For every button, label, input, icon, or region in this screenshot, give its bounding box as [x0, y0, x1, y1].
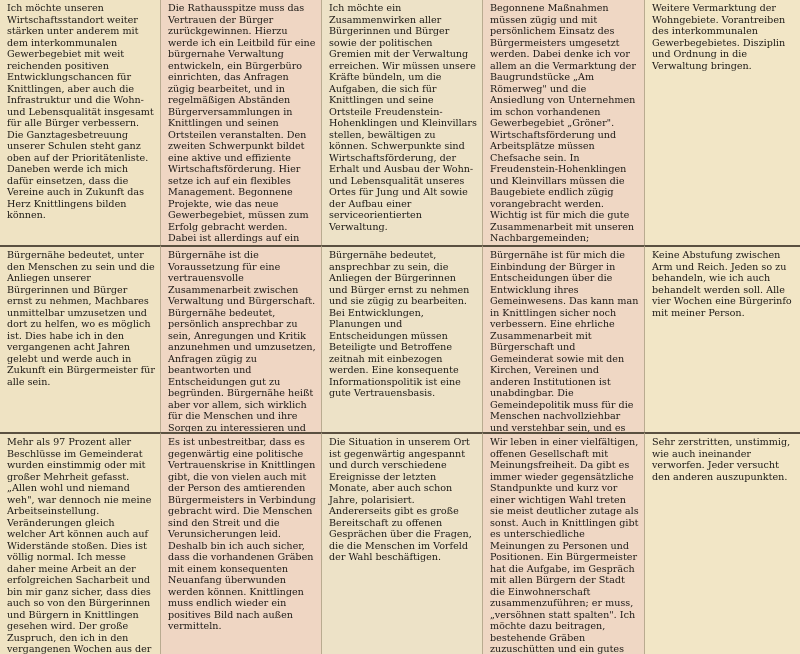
answer-text: Bürgernähe ist für mich die Einbindung der Bürger in Entscheidungen über die Entwicklung ihres Gemeinwesens. Das kann man in Knittlingen sicher noch verbessern. Eine ehrliche Zusammenarbeit mit Bürgerschaft und Gemeinderat sowie mit den Kirchen, Vereinen und anderen Institutionen ist unabdingbar. Die Gemeindepolitik muss für die Menschen nachvollziehbar und verstehbar sein, und es [490, 250, 639, 432]
answer-text: Die Situation in unserem Ort ist gegenwärtig angespannt und durch verschiedene Ereignisse der letzten Monate, aber auch schon Jahre, polarisiert. Andererseits gibt es große Bereitschaft zu offenen Gesprächen über die Fragen, die die Menschen im Vorfeld der Wahl beschäftigen. [329, 437, 472, 563]
answer-text: Die Rathausspitze muss das Vertrauen der Bürger zurückgewinnen. Hierzu werde ich ein Leitbild für eine bürgernahe Verwaltung entwickeln, ein Bürgerbüro einrichten, das Anfragen zügig bearbeitet, und in regelmäßigen Abständen Bürgerversammlungen in Knittlingen und seinen Ortsteilen veranstalten. Den zweiten Schwerpunkt bildet eine aktive und effiziente Wirtschaftsförderung. Hier setze ich auf ein flexibles Management. Begonnene Projekte, wie das neue Gewerbegebiet, müssen zum Erfolg gebracht werden. Dabei ist allerdings auf ein [168, 3, 316, 244]
answer-text: Wir leben in einer vielfältigen, offenen Gesellschaft mit Meinungsfreiheit. Da gibt es immer wieder gegensätzliche Standpunkte und kurz vor einer wichtigen Wahl treten sie meist deutlicher zutage als sonst. Auch in Knittlingen gibt es unterschiedliche Meinungen zu Personen und Positionen. Ein Bürgermeister hat die Aufgabe, im Gespräch mit allen Bürgern der Stadt die Einwohnerschaft zusammenzuführen; er muss, „versöhnen statt spalten". Ich möchte dazu beitragen, bestehende Gräben zuzuschütten und ein gutes [490, 437, 639, 654]
answer-text: Keine Abstufung zwischen Arm und Reich. Jeden so zu behandeln, wie ich auch behandelt werden soll. Alle vier Wochen eine Bürgerinfo mit meiner Person. [652, 250, 792, 319]
answer-cell [483, 432, 645, 654]
answer-cell [322, 245, 483, 432]
answer-cell [645, 432, 800, 654]
answer-cell [645, 0, 800, 245]
answer-text: Sehr zerstritten, unstimmig, wie auch ineinander verworfen. Jeder versucht den anderen auszupunkten. [652, 437, 791, 483]
answer-text: Mehr als 97 Prozent aller Beschlüsse im Gemeinderat wurden einstimmig oder mit großer Mehrheit gefasst. „Allen wohl und niemand weh", war dennoch nie meine Arbeitseinstellung. Veränderungen gleich welcher Art können auch auf Widerstände stoßen. Dies ist völlig normal. Ich messe daher meine Arbeit an der erfolgreichen Sacharbeit und bin mir ganz sicher, dass dies auch so von den Bürgerinnen und Bürgern in Knittlingen gesehen wird. Der große Zuspruch, den ich in den vergangenen Wochen aus der [7, 437, 152, 654]
answer-cell [322, 0, 483, 245]
answer-text: Ich möchte unseren Wirtschaftsstandort weiter stärken unter anderem mit dem interkommunalen Gewerbegebiet mit weit reichenden positiven Entwicklungschancen für Knittlingen, aber auch die Infrastruktur und die Wohn- und Lebensqualität insgesamt für alle Bürger verbessern. Die Ganztagesbetreuung unserer Schulen steht ganz oben auf der Prioritätenliste. Daneben werde ich mich dafür einsetzen, dass die Vereine auch in Zukunft das Herz Knittlingens bilden können. [7, 3, 154, 221]
answer-text: Weitere Vermarktung der Wohngebiete. Vorantreiben des interkommunalen Gewerbegebietes. Disziplin und Ordnung in die Verwaltung bringen. [652, 3, 786, 72]
answer-text: Es ist unbestreitbar, dass es gegenwärtig eine politische Vertrauenskrise in Knittlingen gibt, die von vielen auch mit der Person des amtierenden Bürgermeisters in Verbindung gebracht wird. Die Menschen sind den Streit und die Verunsicherungen leid. Deshalb bin ich auch sicher, dass die vorhandenen Gräben mit einem konsequenten Neuanfang überwunden werden können. Knittlingen muss endlich wieder ein positives Bild nach außen vermitteln. [168, 437, 316, 632]
answer-cell [645, 245, 800, 432]
answer-text: Bürgernähe bedeutet, unter den Menschen zu sein und die Anliegen unserer Bürgerinnen und Bürger ernst zu nehmen, Machbares unmittelbar umzusetzen und dort zu helfen, wo es möglich ist. Dies habe ich in den vergangenen acht Jahren gelebt und werde auch in Zukunft ein Bürgermeister für alle sein. [7, 250, 155, 388]
answer-cell [322, 432, 483, 654]
answer-cell [161, 245, 322, 432]
answer-cell [0, 0, 161, 245]
answer-cell [483, 245, 645, 432]
answer-cell [161, 0, 322, 245]
answer-text: Bürgernähe ist die Voraussetzung für eine vertrauensvolle Zusammenarbeit zwischen Verwaltung und Bürgerschaft. Bürgernähe bedeutet, persönlich ansprechbar zu sein, Anregungen und Kritik anzunehmen und umzusetzen, Anfragen zügig zu beantworten und Entscheidungen gut zu begründen. Bürgernähe heißt aber vor allem, sich wirklich für die Menschen und ihre Sorgen zu interessieren und [168, 250, 316, 432]
answer-cell [0, 432, 161, 654]
answer-cell [161, 432, 322, 654]
answer-text: Ich möchte ein Zusammenwirken aller Bürgerinnen und Bürger sowie der politischen Gremien mit der Verwaltung erreichen. Wir müssen unsere Kräfte bündeln, um die Aufgaben, die sich für Knittlingen und seine Ortsteile Freudenstein-Hohenklingen und Kleinvillars stellen, bewältigen zu können. Schwerpunkte sind Wirtschaftsförderung, der Erhalt und Ausbau der Wohn- und Lebensqualität unseres Ortes für Jung und Alt sowie der Aufbau einer serviceorientierten Verwaltung. [329, 3, 477, 233]
answer-cell [0, 245, 161, 432]
answer-text: Begonnene Maßnahmen müssen zügig und mit persönlichem Einsatz des Bürgermeisters umgesetzt werden. Dabei denke ich vor allem an die Vermarktung der Baugrundstücke „Am Römerweg" und die Ansiedlung von Unternehmen im schon vorhandenen Gewerbegebiet „Gröner". Wirtschaftsförderung und Arbeitsplätze müssen Chefsache sein. In Freudenstein-Hohenklingen und Kleinvillars müssen die Baugebiete endlich zügig vorangebracht werden. Wichtig ist für mich die gute Zusammenarbeit mit unseren Nachbargemeinden; [490, 3, 636, 244]
answer-text: Bürgernähe bedeutet, ansprechbar zu sein, die Anliegen der Bürgerinnen und Bürger ernst zu nehmen und sie zügig zu bearbeiten. Bei Entwicklungen, Planungen und Entscheidungen müssen Beteiligte und Betroffene zeitnah mit einbezogen werden. Eine konsequente Informationspolitik ist eine gute Vertrauensbasis. [329, 250, 470, 399]
answer-cell [483, 0, 645, 245]
